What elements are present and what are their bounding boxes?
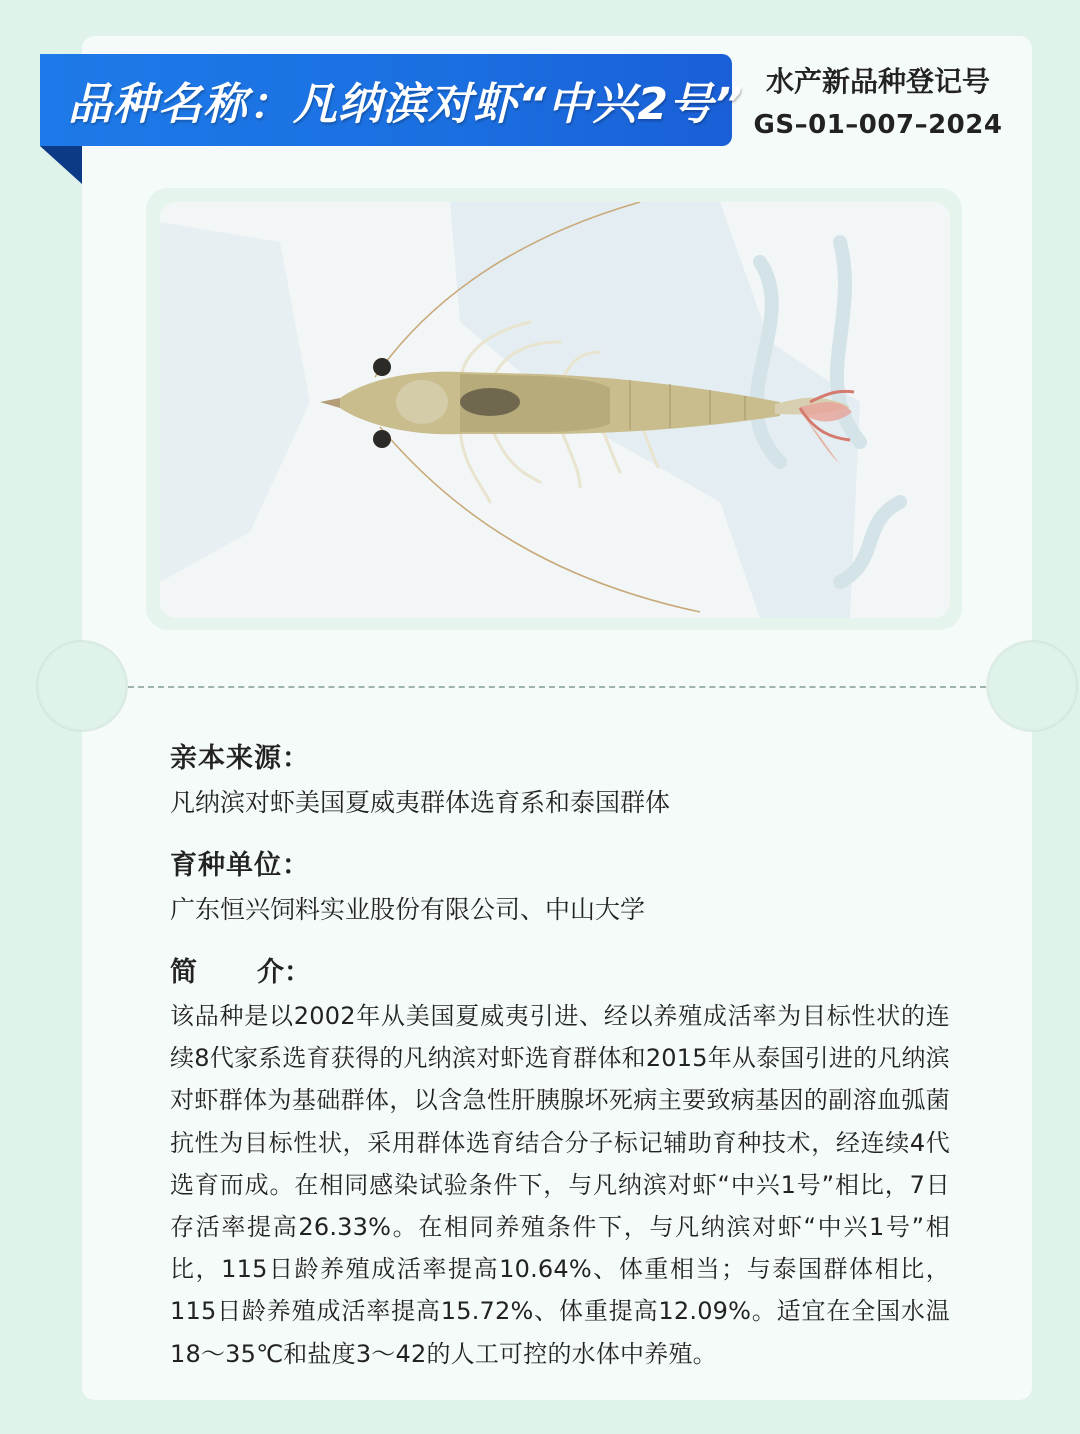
shrimp-illustration xyxy=(160,202,950,618)
dashed-divider xyxy=(128,686,986,688)
left-notch xyxy=(36,640,128,732)
intro-label xyxy=(170,950,950,989)
breeder-section xyxy=(170,843,950,928)
variety-title: 品种名称：凡纳滨对虾“中兴2号” xyxy=(68,79,744,130)
parent-source-value: 凡纳滨对虾美国夏威夷群体选育系和泰国群体 xyxy=(170,788,671,817)
parent-source-section xyxy=(170,736,950,821)
banner-fold xyxy=(40,146,82,184)
shrimp-photo xyxy=(160,202,950,618)
info-content xyxy=(170,736,950,1375)
registration-block xyxy=(742,60,1014,146)
breeder-label: 育种单位： xyxy=(170,850,310,881)
parent-source-label: 亲本来源： xyxy=(170,743,310,774)
intro-label-a: 简 xyxy=(170,957,197,988)
registration-label: 水产新品种登记号 xyxy=(765,65,990,98)
breeder-value: 广东恒兴饲料实业股份有限公司、中山大学 xyxy=(170,895,646,924)
intro-label-b: 介： xyxy=(257,957,311,988)
registration-number: GS–01–007–2024 xyxy=(753,110,1003,140)
intro-section xyxy=(170,950,950,1375)
title-banner xyxy=(40,54,744,146)
intro-text: 该品种是以2002年从美国夏威夷引进、经以养殖成活率为目标性状的连续8代家系选育获得的凡纳滨对虾选育群体和2015年从泰国引进的凡纳滨对虾群体为基础群体，以含急性肝胰腺坏死病主要致病基因的副溶血弧菌抗性为目标性状，采用群体选育结合分子标记辅助育种技术，经连续4代选育而成。在相同感染试验条件下，与凡纳滨对虾“中兴1号”相比，7日存活率提高26.33%。在相同养殖条件下，与凡纳滨对虾“中兴1号”相比，115日龄养殖成活率提高10.64%、体重相当；与泰国群体相比，115日龄养殖成活率提高15.72%、体重提高12.09%。适宜在全国水温18～35℃和盐度3～42的人工可控的水体中养殖。 xyxy=(170,1002,950,1368)
right-notch xyxy=(986,640,1078,732)
